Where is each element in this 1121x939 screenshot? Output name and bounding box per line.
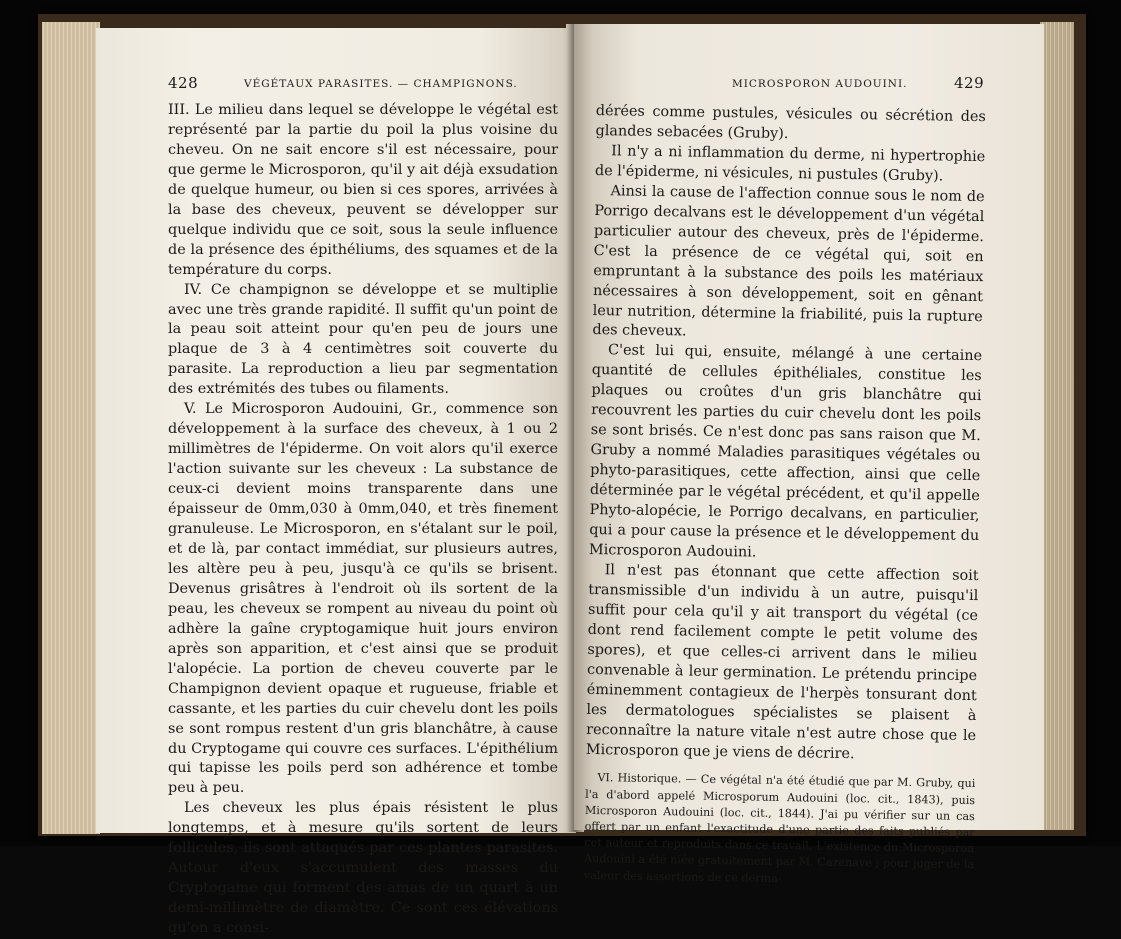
paragraph: Il n'y a ni inflammation du derme, ni hypertrophie de l'épiderme, ni vésicules, ni pustules (Gruby). bbox=[594, 143, 986, 185]
page-edges-left bbox=[42, 22, 100, 834]
left-text-column bbox=[168, 101, 558, 939]
running-head-right: MICROSPORON AUDOUINI. bbox=[732, 78, 908, 90]
paragraph: V. Le Microsporon Audouini, Gr., commence son développement à la surface des cheveux, à 1 ou 2 millimètres de l'épiderme. On voit alors qu'il exerce l'action suivante sur les cheveux : La substance de ceux-ci devient moins transparente dans une épaisseur de 0mm,030 à 0mm,040, et très finement granuleuse. Le Microsporon, en s'étalant sur le poil, et de là, par contact immédiat, sur plusieurs autres, les altère peu à peu, jusqu'à ce qu'ils se brisent. Devenus grisâtres à l'endroit où ils sortent de la peau, les cheveux se rompent au niveau du point où adhère la gaîne cryptogamique huit jours environ après son apparition, et c'est ainsi que se produit l'alopécie. La portion de cheveu couverte par le Champignon devient opaque et rugueuse, friable et cassante, et les parties du cuir chevelu dont les poils se sont rompus restent d'un gris blanchâtre, à cause du Cryptogame qui couvre ces surfaces. L'épithélium qui tapisse les poils perd son adhérence et tombe peu à peu. bbox=[168, 401, 558, 797]
right-text-column bbox=[584, 102, 986, 890]
paragraph: III. Le milieu dans lequel se développe le végétal est représenté par la partie du poil la plus voisine du cheveu. On ne sait encore s'il est nécessaire, pour que germe le Microsporon, qu'il y ait déjà exsudation de quelque humeur, ou bien si ces spores, arrivées à la base des cheveux, peuvent se développer sur quelque individu que ce soit, sous la seule influence de la présence des épithéliums, des squames et de la température du corps. bbox=[168, 102, 558, 278]
page-edges-right bbox=[1040, 22, 1074, 830]
right-page bbox=[574, 24, 1044, 885]
paragraph: Les cheveux les plus épais résistent le plus longtemps, et à mesure qu'ils sortent de leurs follicules, ils sont attaqués par ces plantes parasites. Autour d'eux s'accumulent des masses du Cryptogame qui forment des amas de un quart à un demi-millimètre de diamètre. Ce sont ces élévations qu'on a consi- bbox=[168, 800, 558, 937]
footnote: VI. Historique. — Ce végétal n'a été étudié que par M. Gruby, qui l'a d'abord appelé Microsporum Audouini (loc. cit., 1843), puis Microsporon Audouini (loc. cit., 1844). J'ai pu vérifier sur un cas offert par un enfant l'exactitude d'une partie des faits publiés par cet auteur et reproduits dans ce travail. L'existence du Microsporon Audouini a été niée gratuitement par M. Cazenave ; pour juger de la valeur des assertions de ce derma- bbox=[583, 771, 976, 885]
paragraph: Il n'est pas étonnant que cette affection soit transmissible d'un individu à un autre, puisqu'il suffit pour cela qu'il y ait transport du végétal (ce dont rend facilement compte le petit volume des spores), et que celles-ci arrivent dans le milieu convenable à leur germination. Le prétendu principe éminemment contagieux de l'herpès tonsurant dont les dermatologues spécialistes se plaisent à reconnaître la nature vitale n'est autre chose que le Microsporon que je viens de décrire. bbox=[585, 562, 979, 762]
running-head-left: VÉGÉTAUX PARASITES. — CHAMPIGNONS. bbox=[244, 78, 518, 90]
paragraph: dérées comme pustules, vésicules ou sécrétion des glandes sebacées (Gruby). bbox=[595, 102, 986, 142]
left-page bbox=[96, 28, 576, 937]
page-number-right: 429 bbox=[954, 74, 985, 92]
paragraph: C'est lui qui, ensuite, mélangé à une certaine quantité de cellules épithéliales, constitue les plaques ou croûtes d'un gris blanchâtre qui recouvrent les parties du cuir chevelu dont les poils se sont brisés. Ce n'est donc pas sans raison que M. Gruby a nommé Maladies parasitiques végétales ou phyto-parasitiques, cette affection, ainsi que celle déterminée par le végétal précédent, et qu'il appelle Phyto-alopécie, le Porrigo decalvans, en particulier, qui a pour cause la présence et le développement du Microsporon Audouini. bbox=[588, 342, 983, 561]
paragraph: IV. Ce champignon se développe et se multiplie avec une très grande rapidité. Il suffit qu'un point de la peau soit atteint pour qu'en peu de jours une plaque de 3 à 4 centimètres soit couverte du parasite. La reproduction a lieu par segmentation des extrémités des tubes ou filaments. bbox=[168, 281, 558, 398]
page-number-left: 428 bbox=[168, 74, 199, 92]
paragraph: Ainsi la cause de l'affection connue sous le nom de Porrigo decalvans est le développement d'un végétal particulier autour des cheveux, près de l'épiderme. C'est la présence de ce végétal qui, soit en empruntant à la substance des poils les matériaux nécessaires à son développement, soit en gênant leur nutrition, détermine la friabilité, puis la rupture des cheveux. bbox=[592, 183, 985, 340]
